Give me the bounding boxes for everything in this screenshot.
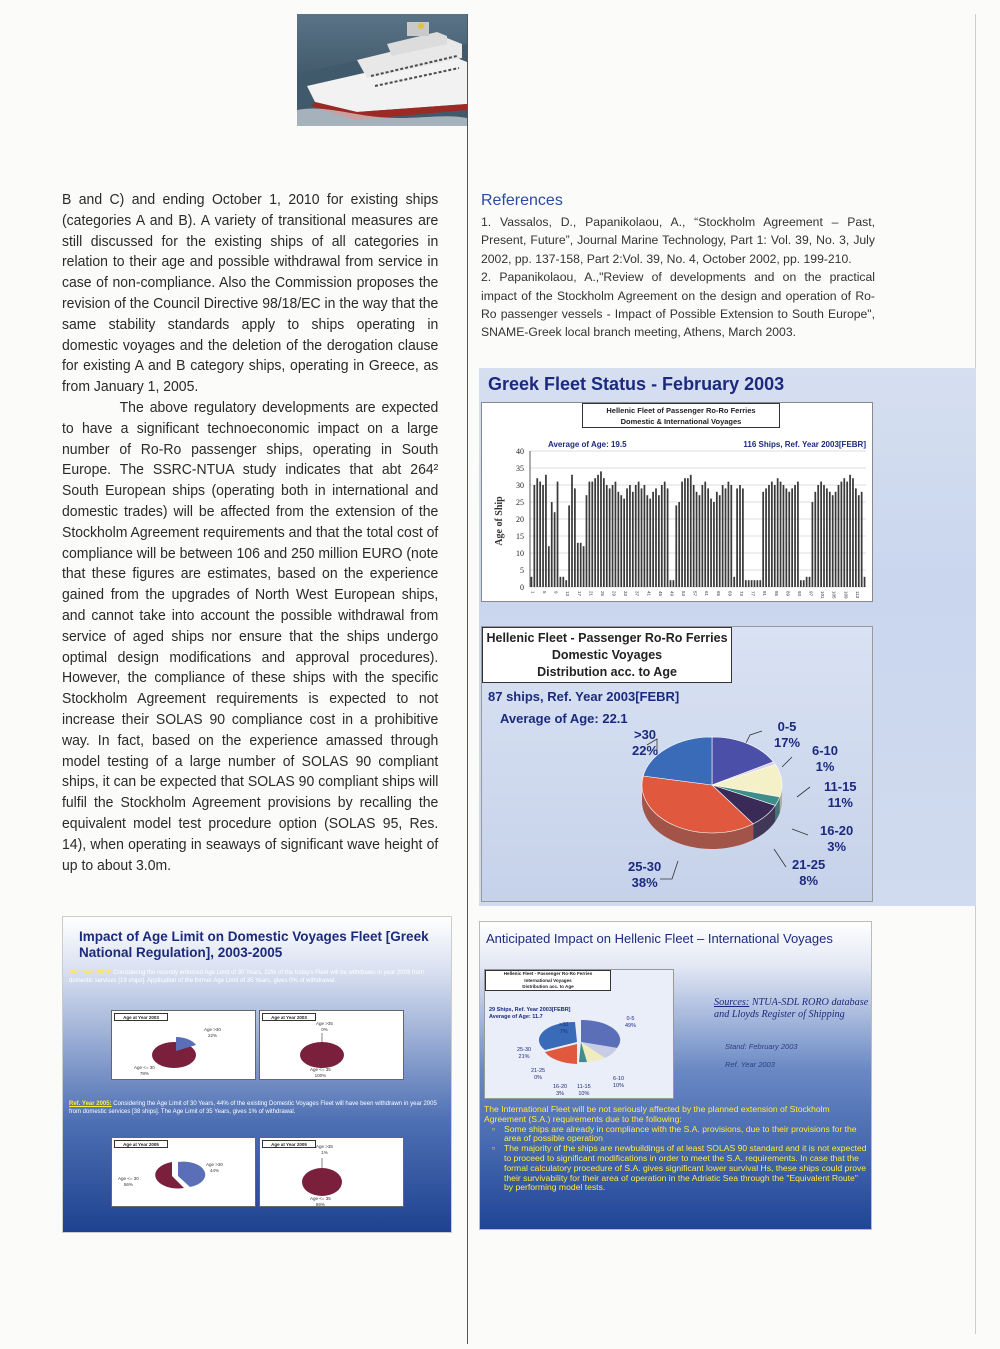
bar xyxy=(623,499,625,587)
mini-label: Age >30 22% xyxy=(204,1027,221,1038)
sources-note xyxy=(714,997,874,1021)
bar xyxy=(788,492,790,587)
bar xyxy=(617,492,619,587)
ref-body: Considering the recently enforced Age Limit of 30 Years, 22% of the today's Fleet will be withdrawn in year 2003 from domestic services [19 ships]. Application of the former Age Limit of 35 Years, gives 0% of withdrawal. xyxy=(69,970,424,984)
bar xyxy=(620,495,622,587)
anticipated-body xyxy=(484,1105,868,1193)
bar xyxy=(545,475,547,587)
ref-2003-text xyxy=(69,969,449,985)
caption-line: Distribution acc. to Age xyxy=(522,984,574,990)
caption-line: Distribution acc. to Age xyxy=(537,665,677,679)
list-item: ▫ Some ships are already in compliance with the S.A. provisions, due to their provisions for the area of possible operation xyxy=(492,1123,857,1144)
x-tick-label: 33 xyxy=(623,591,629,597)
bar xyxy=(762,492,764,587)
bar xyxy=(591,482,593,587)
anticipated-impact-panel xyxy=(479,921,872,1230)
caption-line: Domestic Voyages xyxy=(551,648,663,662)
sources-text: NTUA-SDL RORO database and Lloyds Register of Shipping xyxy=(714,997,869,1020)
pie-label-value: 38% xyxy=(631,875,658,890)
reference-item: 2. Papanikolaou, A.,"Review of developments and on the practical impact of the Stockholm Agreement on the design and operation of Ro-Ro passenger vessels - Impact of Possible Extension to South Europe", SNAME-Greek local branch meeting, Athens, March 2003. xyxy=(481,270,875,340)
bar xyxy=(565,580,567,587)
bar xyxy=(577,543,579,587)
bar xyxy=(661,485,663,587)
mini-label: Age <= 30 78% xyxy=(134,1065,155,1076)
mini-caption: Age at Year 2003 xyxy=(262,1013,316,1021)
bar xyxy=(571,475,573,587)
bar xyxy=(667,488,669,587)
bar xyxy=(751,580,753,587)
bar xyxy=(829,492,831,587)
ref-2005-text xyxy=(69,1100,449,1116)
bar xyxy=(696,492,698,587)
x-tick-label: 53 xyxy=(681,591,687,597)
y-tick-label: 15 xyxy=(516,532,524,541)
y-tick-label: 35 xyxy=(516,464,524,473)
bar xyxy=(826,488,828,587)
y-tick-label: 0 xyxy=(520,583,524,592)
pie-label-value: 11% xyxy=(827,795,853,810)
mini-caption: Age at Year 2003 xyxy=(114,1013,168,1021)
bar xyxy=(583,546,585,587)
pie-average-age: Average of Age: 22.1 xyxy=(500,711,628,726)
greek-fleet-status-panel xyxy=(479,368,976,906)
x-tick-label: 101 xyxy=(820,591,826,599)
x-tick-label: 113 xyxy=(854,591,860,599)
pie-label-over-30 xyxy=(632,727,658,759)
pie-label: 21-25 0% xyxy=(531,1068,546,1081)
pie-label-name: >30 xyxy=(633,727,657,742)
x-tick-label: 77 xyxy=(750,591,756,597)
bar xyxy=(664,482,666,587)
x-tick-label: 57 xyxy=(692,591,698,597)
pie-label-value: 8% xyxy=(799,873,819,888)
references-title: References xyxy=(481,192,563,209)
bar xyxy=(652,492,654,587)
bar xyxy=(635,485,637,587)
mini-pie-2003-30 xyxy=(111,1010,256,1080)
x-tick-label: 49 xyxy=(669,591,675,597)
panel-title: Impact of Age Limit on Domestic Voyages Fleet [Greek National Regulation], 2003-2005 xyxy=(79,929,429,960)
ferry-photo xyxy=(297,14,467,126)
bar xyxy=(791,488,793,587)
article-body xyxy=(62,190,438,876)
mini-pie-svg xyxy=(112,1138,257,1208)
ref-label: Ref. Year 2003: xyxy=(69,970,112,976)
bar xyxy=(533,485,535,587)
pie-label: 0-5 49% xyxy=(625,1016,637,1029)
bar xyxy=(855,488,857,587)
pie-label-21-25 xyxy=(792,857,825,889)
bar xyxy=(742,488,744,587)
x-tick-label: 9 xyxy=(553,591,559,594)
bar xyxy=(736,488,738,587)
y-tick-label: 10 xyxy=(516,549,524,558)
bar xyxy=(594,478,596,587)
pie-label-value: 22% xyxy=(632,743,659,758)
bar-chart-svg xyxy=(482,403,872,601)
references-section xyxy=(481,192,875,342)
pie-label-name: 11-15 xyxy=(824,779,857,794)
x-tick-label: 69 xyxy=(727,591,733,597)
mini-label: Age >35 0% xyxy=(316,1021,333,1032)
x-tick-label: 109 xyxy=(843,591,849,599)
mini-caption: Age at Year 2005 xyxy=(262,1140,316,1148)
bar xyxy=(748,580,750,587)
bar xyxy=(699,495,701,587)
bar xyxy=(806,577,808,587)
y-tick-label: 25 xyxy=(516,498,524,507)
bar xyxy=(681,482,683,587)
bar xyxy=(589,482,591,587)
bar xyxy=(658,495,660,587)
mini-pie-2003-35 xyxy=(259,1010,404,1080)
mini-label: Age <= 35 100% xyxy=(310,1067,331,1078)
column-divider xyxy=(467,14,468,1344)
x-tick-label: 21 xyxy=(588,591,594,597)
bar xyxy=(646,495,648,587)
article-paragraph: The above regulatory developments are expected to have a significant technoeconomic impact on a large number of Ro-Ro passenger ships, operating in South Europe. The SSRC-NTUA study indicates that abt 264² South European ships (operating both in international and domestic trades) will be affected from the extension of the Stockholm Agreement requirements and that the total cost of compliance will be between 106 and 250 million EURO (note that these figures are estimates, based on the experience gained from the upgrades of North West European ships, and cannot take into account the possible withdrawal from service of aged ships nor ensure that the ships undergo optimal design modifications and approval procedures). However, the compliance of these ships with the specific Stockholm Agreement requirements is expected to not increase their SOLAS 90 compliance cost in a prohibitive way. In fact, based on the experience amassed through model testing of a large number of SOLAS 90 compliant ships, it can be expected that SOLAS 90 compliant ships will fulfil the Stockholm Agreement provisions by recalling the equivalent model test procedure option (SOLAS 95, Res. 14), when operating in seaways of significant wave height of up to about 3.0m. xyxy=(62,399,439,874)
mini-label: Age <= 35 99% xyxy=(310,1196,331,1207)
bar xyxy=(707,488,709,587)
bar xyxy=(814,492,816,587)
pie-label: 11-15 10% xyxy=(577,1084,591,1097)
international-pie-chart xyxy=(484,969,674,1099)
bar xyxy=(783,485,785,587)
bar xyxy=(675,505,677,587)
bar xyxy=(626,488,628,587)
bar xyxy=(603,478,605,587)
pie-slice xyxy=(178,1162,205,1187)
anticipated-bullets xyxy=(484,1125,868,1194)
bar xyxy=(684,478,686,587)
pie-label: 25-30 21% xyxy=(517,1047,532,1060)
x-tick-label: 1 xyxy=(530,591,536,594)
x-tick-label: 73 xyxy=(739,591,744,597)
bar xyxy=(739,485,741,587)
ref-body: Considering the Age Limit of 30 Years, 44% of the existing Domestic Voyages Fleet will have been withdrawn in year 2005 from domestic services [38 ships]. The Age Limit of 35 Years, gives 1% of withdrawal. xyxy=(69,1101,437,1115)
bar xyxy=(554,512,556,587)
ref-label: Ref. Year 2005: xyxy=(69,1101,112,1107)
caption-line: Domestic & International Voyages xyxy=(620,417,742,426)
stand-date: Stand: February 2003 xyxy=(725,1042,798,1051)
bar xyxy=(649,499,651,587)
bar xyxy=(797,482,799,587)
bar xyxy=(733,577,735,587)
bar xyxy=(864,577,866,587)
bar xyxy=(835,492,837,587)
pie-label-16-20 xyxy=(820,823,853,855)
y-tick-label: 20 xyxy=(516,515,524,524)
bar xyxy=(754,580,756,587)
x-tick-label: 65 xyxy=(715,591,721,597)
bar xyxy=(673,580,675,587)
pie-label-name: 16-20 xyxy=(820,823,854,838)
bar xyxy=(629,485,631,587)
sources-label: Sources: xyxy=(714,997,750,1008)
pie-label-6-10 xyxy=(812,743,838,775)
bar xyxy=(774,485,776,587)
chart-avg: Average of Age: 11.7 xyxy=(489,1014,543,1020)
bar xyxy=(531,577,533,587)
y-tick-label: 40 xyxy=(516,447,524,456)
bar xyxy=(861,492,863,587)
mini-label: Age >35 1% xyxy=(316,1144,333,1155)
caption-line: International Voyages xyxy=(524,977,572,983)
bar xyxy=(849,475,851,587)
bar xyxy=(574,488,576,587)
bar xyxy=(638,482,640,587)
reference-item: 1. Vassalos, D., Papanikolaou, A., “Stockholm Agreement – Past, Present, Future”, Journal Marine Technology, Part 1: Vol. 39, No. 3, July 2002, pp. 137-158, Part 2:Vol. 39, No. 4, October 2002, pp. 199-210. xyxy=(481,215,875,266)
x-tick-label: 81 xyxy=(762,591,768,597)
bar xyxy=(551,502,553,587)
pie-label-value: 17% xyxy=(774,735,801,750)
bar xyxy=(690,475,692,587)
bar xyxy=(765,488,767,587)
x-tick-label: 37 xyxy=(634,591,640,597)
pie-label-name: 6-10 xyxy=(812,743,839,758)
bar xyxy=(670,580,672,587)
x-tick-label: 17 xyxy=(576,591,582,597)
pie-label: >30 7% xyxy=(559,1022,569,1035)
bar xyxy=(615,482,617,587)
domestic-pie-panel xyxy=(481,626,873,902)
bar xyxy=(609,488,611,587)
bullet-icon: ▫ xyxy=(492,1123,496,1134)
bar xyxy=(843,478,845,587)
pie-label-name: 0-5 xyxy=(777,719,797,734)
mini-label: Age <= 30 56% xyxy=(118,1176,139,1187)
bar xyxy=(809,577,811,587)
y-tick-label: 30 xyxy=(516,481,524,490)
pie-label: 6-10 10% xyxy=(613,1076,625,1089)
bar xyxy=(794,485,796,587)
bar xyxy=(641,488,643,587)
bar xyxy=(701,485,703,587)
bar xyxy=(780,482,782,587)
chart-ships: 29 Ships, Ref. Year 2003[FEBR] xyxy=(489,1007,571,1013)
age-bar-chart xyxy=(481,402,873,602)
bar xyxy=(586,495,588,587)
ref-year: Ref. Year 2003 xyxy=(725,1060,775,1069)
bar xyxy=(678,502,680,587)
bar xyxy=(562,577,564,587)
bar xyxy=(800,580,802,587)
bar xyxy=(745,580,747,587)
bar xyxy=(719,495,721,587)
chart-annotation: 116 Ships, Ref. Year 2003[FEBR] xyxy=(743,440,866,449)
pie-ships-count: 87 ships, Ref. Year 2003[FEBR] xyxy=(488,689,680,704)
bar xyxy=(858,495,860,587)
y-tick-label: 5 xyxy=(520,566,524,575)
bar xyxy=(722,485,724,587)
bullet-icon: ▫ xyxy=(492,1143,496,1154)
bar xyxy=(823,485,825,587)
x-tick-label: 41 xyxy=(646,591,652,597)
caption-line: Hellenic Fleet - Passenger Ro-Ro Ferries xyxy=(503,971,593,976)
bar xyxy=(644,485,646,587)
bar xyxy=(597,475,599,587)
bar xyxy=(757,580,759,587)
x-tick-label: 85 xyxy=(773,591,779,597)
bar xyxy=(777,478,779,587)
bar xyxy=(852,478,854,587)
pie-label-value: 3% xyxy=(827,839,847,854)
bar xyxy=(704,482,706,587)
bar xyxy=(710,499,712,587)
bar xyxy=(846,482,848,587)
pie-label: 16-20 3% xyxy=(553,1084,568,1097)
bar xyxy=(557,482,559,587)
bar xyxy=(560,577,562,587)
bar xyxy=(632,492,634,587)
x-tick-label: 97 xyxy=(808,591,814,597)
bar xyxy=(771,482,773,587)
bar xyxy=(817,485,819,587)
bar xyxy=(768,485,770,587)
article-paragraph: B and C) and ending October 1, 2010 for existing ships (categories A and B). A variety of transitional measures are still discussed for the existing ships of all categories in relation to their age and possible withdrawal from service in case of non-compliance. Also the Commission proposes the revision of the Council Directive 98/18/EC in the way that the same stability standards apply to ships operating in domestic voyages and the deletion of the derogation clause for existing A and B category ships, operating in Greece, as from January 1, 2005. xyxy=(62,192,439,396)
bar xyxy=(832,495,834,587)
anticipated-intro: The International Fleet will be not seriously affected by the planned extension of Stockholm Agreement (S.A.) requirements due to the following: xyxy=(484,1104,830,1124)
x-tick-label: 105 xyxy=(831,591,837,599)
bar xyxy=(687,478,689,587)
mini-pie-2005-30 xyxy=(111,1137,256,1207)
bar xyxy=(542,485,544,587)
bar xyxy=(612,485,614,587)
pie-slice xyxy=(300,1042,344,1068)
pie-label-name: 25-30 xyxy=(628,859,662,874)
pie-label-11-15 xyxy=(824,779,857,811)
bar xyxy=(536,478,538,587)
x-tick-label: 61 xyxy=(704,591,710,597)
bar xyxy=(539,482,541,587)
bar xyxy=(803,580,805,587)
bar xyxy=(730,485,732,587)
x-tick-label: 13 xyxy=(565,591,571,597)
age-limit-impact-panel xyxy=(62,916,452,1233)
pie-label-value: 1% xyxy=(815,759,835,774)
x-tick-label: 89 xyxy=(785,591,791,597)
bar xyxy=(838,485,840,587)
pie-label-25-30 xyxy=(628,859,661,891)
x-tick-label: 93 xyxy=(796,591,802,597)
bar xyxy=(785,488,787,587)
mini-label: Age >30 44% xyxy=(206,1162,223,1173)
y-axis-label: Age of Ship xyxy=(494,496,505,546)
bar xyxy=(606,485,608,587)
caption-line: Hellenic Fleet - Passenger Ro-Ro Ferries xyxy=(486,631,728,645)
international-pie-svg xyxy=(485,970,675,1100)
bar xyxy=(759,580,761,587)
bar xyxy=(841,482,843,587)
mini-pie-2005-35 xyxy=(259,1137,404,1207)
list-item: ▫ The majority of the ships are newbuildings of at least SOLAS 90 standard and it is not expected to proceed to significant modifications in order to meet the S.A. requirements. In case that the formal calculatory procedure of S.A. gives significant lower survival Hs, these ships could prove their survivability for their area of operation in the Adriatic Sea through the "Equivalent Route" by performing model tests. xyxy=(492,1143,867,1193)
bar xyxy=(812,502,814,587)
bar xyxy=(716,492,718,587)
bar xyxy=(725,488,727,587)
mini-caption: Age at Year 2005 xyxy=(114,1140,168,1148)
bar xyxy=(548,546,550,587)
pie-label-0-5 xyxy=(774,719,800,751)
x-tick-label: 45 xyxy=(657,591,663,597)
pie-slice xyxy=(302,1168,342,1196)
chart-annotation: Average of Age: 19.5 xyxy=(548,440,627,449)
bar xyxy=(655,488,657,587)
x-tick-label: 25 xyxy=(599,591,605,597)
caption-line: Hellenic Fleet of Passenger Ro-Ro Ferries xyxy=(606,406,756,415)
panel-title: Greek Fleet Status - February 2003 xyxy=(488,374,785,394)
bar xyxy=(713,502,715,587)
bar xyxy=(820,482,822,587)
bar xyxy=(600,471,602,587)
x-tick-label: 5 xyxy=(542,591,548,594)
bar xyxy=(693,485,695,587)
bar xyxy=(568,505,570,587)
pie-label-name: 21-25 xyxy=(792,857,826,872)
x-tick-label: 29 xyxy=(611,591,617,597)
panel-title: Anticipated Impact on Hellenic Fleet – International Voyages xyxy=(486,931,833,946)
bar xyxy=(728,482,730,587)
bar xyxy=(580,543,582,587)
